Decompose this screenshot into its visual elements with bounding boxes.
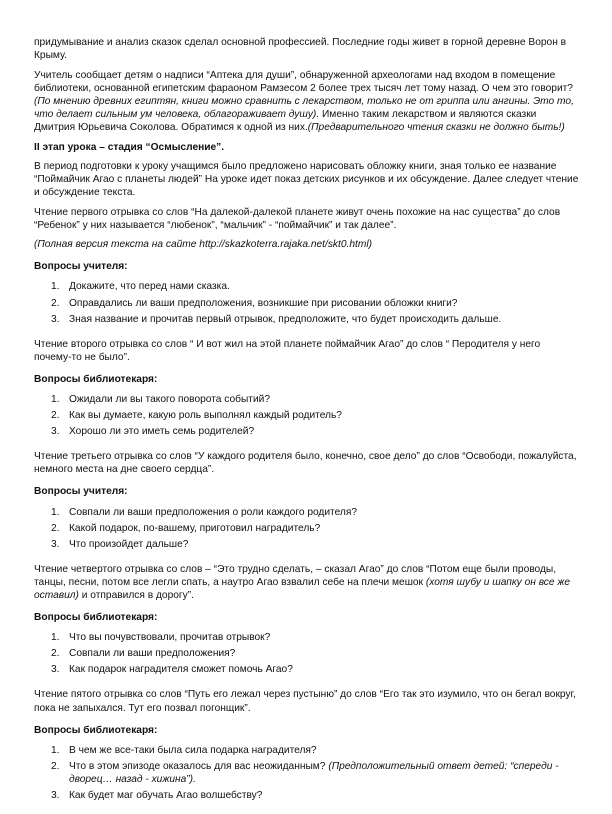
list-item-text: Зная название и прочитав первый отрывок, предположите, что будет происходить дальше. <box>69 313 502 325</box>
list-item-text: Совпали ли ваши предположения о роли каждого родителя? <box>69 506 358 518</box>
list-item-text: Совпали ли ваши предположения? <box>69 648 236 660</box>
list-item <box>34 744 580 757</box>
list-number: 1. <box>51 281 60 293</box>
list-number: 3. <box>51 790 60 802</box>
teacher-paragraph-italic: (По мнению древних египтян, книги можно сравнить с лекарством, только не от гриппа или ангины. Это то, что делает сильным ум человека, облагораживает душу). <box>34 95 574 120</box>
list-item-text: Как подарок наградителя сможет помочь Агао? <box>69 664 293 676</box>
list-item <box>34 631 580 644</box>
list-number: 3. <box>51 426 60 438</box>
reading-paragraph: Чтение второго отрывка со слов “ И вот жил на этой планете поймайчик Агао” до слов “ Перодителя у него почему-то не было”. <box>34 338 541 363</box>
reading-italic: (хотя шубу и шапку он все же оставил) <box>34 576 571 601</box>
list-item <box>34 409 580 422</box>
list-item <box>34 789 580 802</box>
list-number: 3. <box>51 313 60 325</box>
list-number: 2. <box>51 760 60 772</box>
list-item <box>34 297 580 310</box>
list-number: 2. <box>51 297 60 309</box>
list-item-text: Что произойдет дальше? <box>69 538 189 550</box>
list-number: 3. <box>51 664 60 676</box>
list-number: 1. <box>51 744 60 756</box>
list-item-text: Ожидали ли вы такого поворота событий? <box>69 393 271 405</box>
stage-heading: II этап урока – стадия “Осмысление”. <box>34 141 225 153</box>
list-item-text: Какой подарок, по-вашему, приготовил наградитель? <box>69 522 321 534</box>
teacher-paragraph <box>34 69 580 134</box>
list-item <box>34 522 580 535</box>
list-item <box>34 760 580 786</box>
list-item <box>34 425 580 438</box>
list-number: 1. <box>51 506 60 518</box>
question-list <box>34 280 580 325</box>
list-item-italic: (Предположительный ответ детей: “спереди - дворец… назад - хижина”). <box>69 760 559 785</box>
list-item <box>34 393 580 406</box>
question-list <box>34 393 580 438</box>
list-item-text: Что вы почувствовали, прочитав отрывок? <box>69 632 271 644</box>
question-list <box>34 506 580 551</box>
question-list <box>34 631 580 676</box>
teacher-paragraph-note: (Предварительного чтения сказки не должно быть!) <box>307 122 565 134</box>
list-item-text: Что в этом эпизоде оказалось для вас неожиданным? <box>69 760 329 772</box>
list-number: 1. <box>51 393 60 405</box>
section-heading: Вопросы библиотекаря: <box>34 724 158 736</box>
list-item-text: Как вы думаете, какую роль выполнял каждый родитель? <box>69 410 342 422</box>
list-item <box>34 538 580 551</box>
question-list <box>34 744 580 802</box>
list-number: 3. <box>51 538 60 550</box>
list-item <box>34 313 580 326</box>
list-item-text: Оправдались ли ваши предположения, возникшие при рисовании обложки книги? <box>69 297 458 309</box>
reading-text: Чтение четвертого отрывка со слов – “Это трудно сделать, – сказал Агао” до слов “Потом еще были проводы, танцы, песни, потом все легли спать, а наутро Агао взвалил себе на плечи мешок <box>34 563 557 588</box>
paragraph-full-text-link: (Полная версия текста на сайте http://skazkoterra.rajaka.net/skt0.html) <box>34 239 372 251</box>
list-item <box>34 663 580 676</box>
section-heading: Вопросы библиотекаря: <box>34 373 158 385</box>
section-heading: Вопросы учителя: <box>34 486 128 498</box>
paragraph-first-excerpt: Чтение первого отрывка со слов “На далекой-далекой планете живут очень похожие на нас существа” до слов “Ребенок” у них называется “любенок”, “мальчик” - “поймайчик” и так далее”. <box>34 206 561 231</box>
list-number: 2. <box>51 410 60 422</box>
reading-paragraph: Чтение третьего отрывка со слов “У каждого родителя было, конечно, свое дело” до слов “Освободи, пожалуйста, немного места на дне своего сердца”. <box>34 451 577 476</box>
paragraph-covers: В период подготовки к уроку учащимся было предложено нарисовать обложку книги, зная только ее название “Поймайчик Агао с планеты людей” На уроке идет показ детских рисунков и их обсуждение. Далее следует чтение и обсуждение текста. <box>34 160 579 198</box>
section-heading: Вопросы библиотекаря: <box>34 612 158 624</box>
list-item <box>34 506 580 519</box>
list-number: 1. <box>51 632 60 644</box>
list-number: 2. <box>51 648 60 660</box>
section-heading: Вопросы учителя: <box>34 261 128 273</box>
document-page <box>34 36 580 814</box>
reading-paragraph <box>34 563 580 602</box>
list-item-text: Хорошо ли это иметь семь родителей? <box>69 426 255 438</box>
list-item <box>34 647 580 660</box>
list-item-text: Докажите, что перед нами сказка. <box>69 281 230 293</box>
list-item <box>34 280 580 293</box>
list-item-text: Как будет маг обучать Агао волшебству? <box>69 790 263 802</box>
teacher-paragraph-text2: Именно таким лекарством и являются сказки Дмитрия Юрьевича Соколова. Обратимся к одной из них. <box>34 108 537 134</box>
reading-paragraph: Чтение пятого отрывка со слов “Путь его лежал через пустыню” до слов “Его так это изумило, что он бегал вокруг, пока не запыхался. Тут его позвал погонщик”. <box>34 689 576 714</box>
reading-tail: и отправился в дорогу”. <box>78 590 194 601</box>
list-number: 2. <box>51 522 60 534</box>
list-item-text: В чем же все-таки была сила подарка наградителя? <box>69 744 317 756</box>
intro-paragraph: придумывание и анализ сказок сделал основной профессией. Последние годы живет в горной деревне Ворон в Крыму. <box>34 37 567 62</box>
teacher-paragraph-text: Учитель сообщает детям о надписи “Аптека для души”, обнаруженной археологами над входом в помещение библиотеки, основанной египетским фараоном Рамзесом 2 более трех тысяч лет тому назад. О чем это говорит? <box>34 69 573 94</box>
